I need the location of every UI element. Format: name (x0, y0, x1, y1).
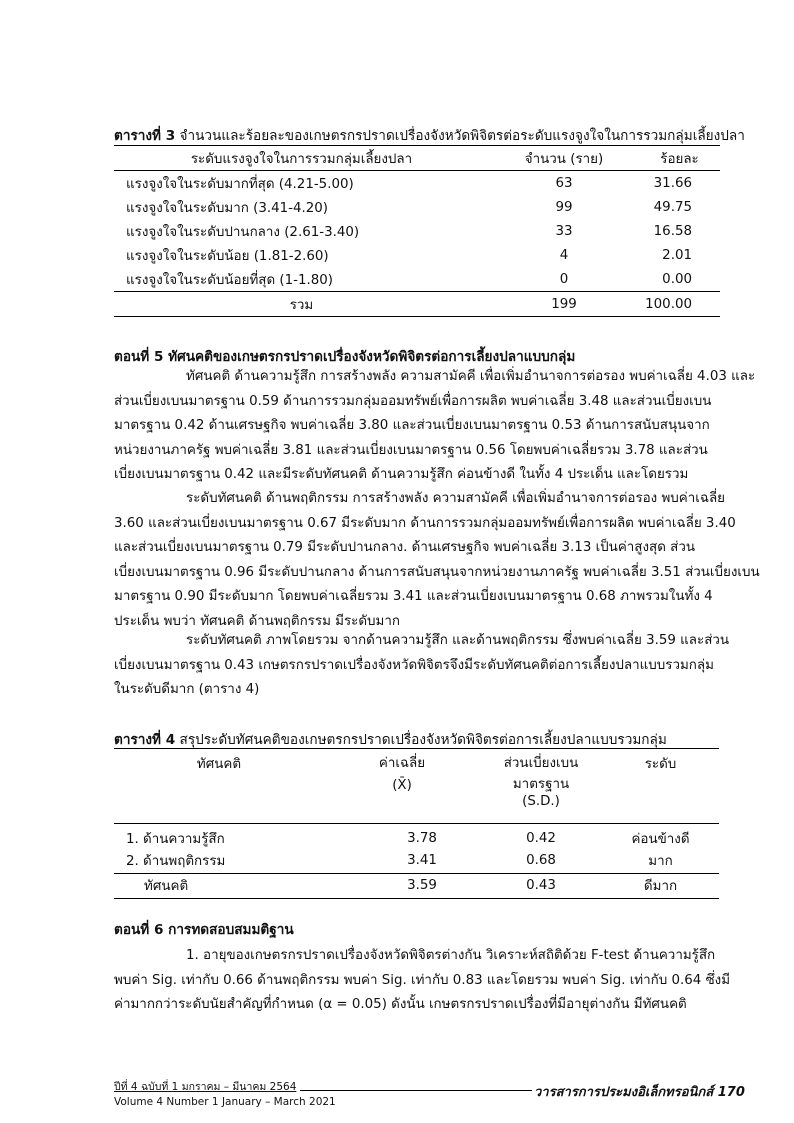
table3-row-count: 0 (559, 271, 569, 287)
table3-total-percent: 100.00 (639, 292, 720, 317)
text-line: เบี่ยงเบนมาตรฐาน 0.43 เกษตรกรปราดเปรื่องจังหวัดพิจิตรจึงมีระดับทัศนคติต่อการเลี้ยงปลาแบบรวมกลุ่ม (114, 657, 714, 673)
text-line: 3.60 และส่วนเบี่ยงเบนมาตรฐาน 0.67 มีระดับมาก ด้านการรวมกลุ่มออมทรัพย์เพื่อการผลิต พบค่าเฉลี่ย 3.40 (114, 515, 736, 531)
footer-issue-th: ปีที่ 4 ฉบับที่ 1 มกราคม – มีนาคม 2564 (114, 1081, 297, 1093)
section6-heading: ตอนที่ 6 การทดสอบสมมติฐาน (114, 922, 294, 938)
table3-caption-text: จำนวนและร้อยละของเกษตรกรปราดเปรื่องจังหวัดพิจิตรต่อระดับแรงจูงใจในการรวมกลุ่มเลี้ยงปลา (179, 128, 745, 144)
section5-paragraph-1 (114, 365, 756, 488)
section5-paragraph-2 (114, 487, 760, 634)
table4-row-sd: 0.42 (526, 831, 556, 846)
table3-row-percent: 31.66 (653, 175, 692, 191)
text-line: มาตรฐาน 0.42 ด้านเศรษฐกิจ พบค่าเฉลี่ย 3.80 และส่วนเบี่ยงเบนมาตรฐาน 0.53 ด้านการสนับสนุนจาก (114, 418, 710, 433)
table4-row-level: มาก (648, 854, 673, 870)
text-line: ประเด็น พบว่า ทัศนคติ ด้านพฤติกรรม มีระดับมาก (114, 613, 401, 629)
text-line: ส่วนเบี่ยงเบนมาตรฐาน 0.59 ด้านการรวมกลุ่มออมทรัพย์เพื่อการผลิต พบค่าเฉลี่ย 3.48 และส่วนเบี่ยงเบน (114, 393, 712, 409)
section5-heading: ตอนที่ 5 ทัศนคติของเกษตรกรปราดเปรื่องจังหวัดพิจิตรต่อการเลี้ยงปลาแบบกลุ่ม (114, 349, 576, 365)
table4-header-row (114, 749, 719, 824)
table3-row-label: แรงจูงใจในระดับมากที่สุด (4.21-5.00) (126, 176, 354, 192)
footer-journal (534, 1081, 745, 1102)
text-line: หน่วยงานภาครัฐ พบค่าเฉลี่ย 3.81 และส่วนเบี่ยงเบนมาตรฐาน 0.56 โดยพบค่าเฉลี่ยรวม 3.78 และส่วน (114, 442, 708, 458)
table3-row-label: แรงจูงใจในระดับมาก (3.41-4.20) (126, 200, 329, 216)
footer-rule (300, 1090, 532, 1091)
table3-row-count: 4 (559, 247, 569, 263)
table3-total-row (114, 292, 720, 317)
table-row (114, 849, 719, 873)
table4-total-mean: 3.59 (324, 873, 480, 898)
table3-row-percent: 0.00 (662, 271, 692, 287)
section6-paragraph-1 (114, 944, 731, 1018)
text-line: มาตรฐาน 0.90 มีระดับมาก โดยพบค่าเฉลี่ยรวม 3.41 และส่วนเบี่ยงเบนมาตรฐาน 0.68 ภาพรวมในทั้ง 4 (114, 589, 713, 604)
table3-row-percent: 2.01 (662, 247, 692, 263)
table4-row-sd: 0.68 (526, 853, 556, 869)
table4-caption-label: ตารางที่ 4 (114, 732, 176, 748)
table4-caption-text: สรุประดับทัศนคติของเกษตรกรปราดเปรื่องจังหวัดพิจิตรต่อการเลี้ยงปลาแบบรวมกลุ่ม (179, 732, 667, 748)
table4-header-mean-symbol: (X̄) (392, 778, 412, 793)
table4-header-attitude: ทัศนคติ (114, 749, 324, 824)
table4-header-mean (324, 749, 480, 824)
footer-issue-en: Volume 4 Number 1 January – March 2021 (114, 1096, 336, 1108)
text-line: พบค่า Sig. เท่ากับ 0.66 ด้านพฤติกรรม พบค่า Sig. เท่ากับ 0.83 และโดยรวม พบค่า Sig. เท่ากับ 0.64 ซึ่งมี (114, 972, 731, 988)
text-line: ระดับทัศนคติ ด้านพฤติกรรม การสร้างพลัง ความสามัคคี เพื่อเพิ่มอำนาจการต่อรอง พบค่าเฉลี่ย (186, 491, 726, 506)
table3-header-level: ระดับแรงจูงใจในการรวมกลุ่มเลี้ยงปลา (114, 146, 489, 171)
table3-header-row (114, 146, 720, 171)
footer-page-number: 170 (717, 1085, 745, 1100)
table4-header-mean-label: ค่าเฉลี่ย (378, 756, 426, 771)
table-row (114, 267, 720, 292)
table-row (114, 219, 720, 243)
table3-row-count: 63 (555, 175, 573, 191)
table4-row-level: ค่อนข้างดี (631, 832, 690, 847)
table3-row-percent: 16.58 (653, 223, 692, 239)
table4-row-mean: 3.41 (407, 853, 437, 869)
table4-row-mean: 3.78 (407, 831, 437, 846)
table4-header-sd-line3: (S.D.) (522, 794, 560, 809)
table4-header-sd-line1: ส่วนเบี่ยงเบน (503, 756, 579, 771)
table3-row-count: 33 (555, 223, 573, 239)
table3-row-count: 99 (555, 199, 573, 215)
text-line: และส่วนเบี่ยงเบนมาตรฐาน 0.79 มีระดับปานกลาง. ด้านเศรษฐกิจ พบค่าเฉลี่ย 3.13 เป็นค่าสูงสุด ส่วน (114, 540, 695, 555)
table4-row-label: 2. ด้านพฤติกรรม (126, 854, 226, 870)
table4-total-level: ดีมาก (602, 873, 719, 898)
table4 (114, 748, 719, 899)
table3-header-count: จำนวน (ราย) (489, 146, 639, 171)
footer-journal-name: วารสารการประมงอิเล็กทรอนิกส์ (534, 1085, 714, 1100)
table3-row-label: แรงจูงใจในระดับน้อย (1.81-2.60) (126, 248, 329, 264)
table4-row-label: 1. ด้านความรู้สึก (126, 832, 225, 847)
text-line: ระดับทัศนคติ ภาพโดยรวม จากด้านความรู้สึก และด้านพฤติกรรม ซึ่งพบค่าเฉลี่ย 3.59 และส่วน (186, 633, 730, 648)
text-line: เบี่ยงเบนมาตรฐาน 0.96 มีระดับปานกลาง ด้านการสนับสนุนจากหน่วยงานภาครัฐ พบค่าเฉลี่ย 3.51 ส่วนเบี่ยงเบน (114, 564, 760, 580)
table4-total-label: ทัศนคติ (114, 873, 324, 898)
text-line: ทัศนคติ ด้านความรู้สึก การสร้างพลัง ความสามัคคี เพื่อเพิ่มอำนาจการต่อรอง พบค่าเฉลี่ย 4.03 และ (186, 369, 756, 384)
table4-total-row (114, 873, 719, 898)
table-row (114, 824, 719, 850)
table3-row-percent: 49.75 (653, 199, 692, 215)
table3-row-label: แรงจูงใจในระดับน้อยที่สุด (1-1.80) (126, 272, 334, 288)
table3-total-label: รวม (114, 292, 489, 317)
table3-header-percent: ร้อยละ (639, 146, 720, 171)
text-line: 1. อายุของเกษตรกรปราดเปรื่องจังหวัดพิจิตรต่างกัน วิเคราะห์สถิติด้วย F-test ด้านความรู้สึก (186, 948, 716, 963)
table3 (114, 145, 720, 317)
table-row (114, 243, 720, 267)
table3-caption-label: ตารางที่ 3 (114, 128, 176, 144)
table4-header-level: ระดับ (602, 749, 719, 824)
table-row (114, 195, 720, 219)
table4-caption (114, 728, 667, 750)
text-line: เบี่ยงเบนมาตรฐาน 0.42 และมีระดับทัศนคติ ด้านความรู้สึก ค่อนข้างดี ในทั้ง 4 ประเด็น และโดยรวม (114, 467, 689, 482)
table4-header-sd (480, 749, 602, 824)
table3-caption (114, 124, 745, 146)
table3-total-count: 199 (489, 292, 639, 317)
text-line: ในระดับดีมาก (ตาราง 4) (114, 682, 260, 697)
table4-total-sd: 0.43 (480, 873, 602, 898)
section5-paragraph-3 (114, 629, 730, 703)
table4-header-sd-line2: มาตรฐาน (512, 777, 570, 792)
table3-row-label: แรงจูงใจในระดับปานกลาง (2.61-3.40) (126, 224, 360, 240)
text-line: ค่ามากกว่าระดับนัยสำคัญที่กำหนด (α = 0.05) ดังนั้น เกษตรกรปราดเปรื่องที่มีอายุต่างกัน มีทัศนคติ (114, 997, 687, 1012)
table-row (114, 171, 720, 196)
